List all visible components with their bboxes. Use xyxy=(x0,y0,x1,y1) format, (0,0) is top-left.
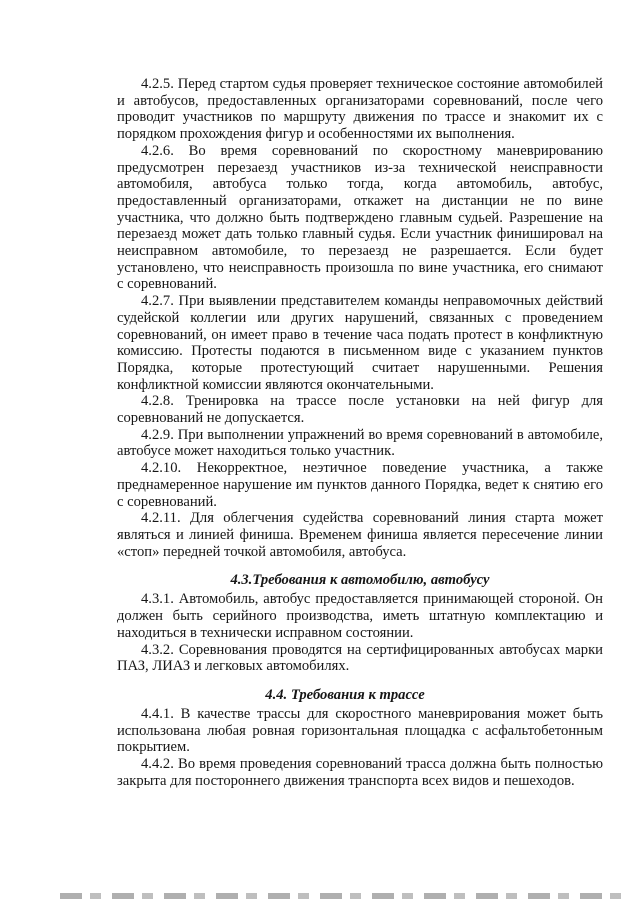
paragraph-4-2-10: 4.2.10. Некорректное, неэтичное поведение участника, а также преднамеренное нарушение им пунктов данного Порядка, ведет к снятию его с соревнований. xyxy=(117,460,603,510)
paragraph-4-2-6: 4.2.6. Во время соревнований по скоростному маневрированию предусмотрен перезаезд участников из-за технической неисправности автомобиля, автобуса только тогда, когда автомобиль, автобус, предоставленный организаторами, откажет на дистанции не по вине участника, что должно быть подтверждено главным судьей. Разрешение на перезаезд может дать только главный судья. Если участник финишировал на неисправном автомобиле, то перезаезд не разрешается. Если будет установлено, что неисправность произошла по вине участника, его снимают с соревнований. xyxy=(117,142,603,293)
section-heading-4-4: 4.4. Требования к трассе xyxy=(265,686,425,703)
section-heading-4-3: 4.3.Требования к автомобилю, автобусу xyxy=(230,572,490,589)
paragraph-4-4-2: 4.4.2. Во время проведения соревнований трасса должна быть полностью закрыта для постороннего движения транспорта всех видов и пешеходов. xyxy=(117,756,603,789)
paragraph-4-3-1: 4.3.1. Автомобиль, автобус предоставляется принимающей стороной. Он должен быть серийного производства, иметь штатную комплектацию и находиться в технически исправном состоянии. xyxy=(117,591,603,641)
paragraph-4-3-2: 4.3.2. Соревнования проводятся на сертифицированных автобусах марки ПАЗ, ЛИАЗ и легковых автомобилях. xyxy=(117,641,603,675)
scan-artifact-strip xyxy=(60,893,625,899)
paragraph-4-2-5: 4.2.5. Перед стартом судья проверяет техническое состояние автомобилей и автобусов, предоставленных организаторами соревнований, после чего проводит участников по маршруту движения по трассе и знакомит их с порядком прохождения фигур и особенностями их выполнения. xyxy=(117,76,603,143)
paragraph-4-2-9: 4.2.9. При выполнении упражнений во время соревнований в автомобиле, автобусе может находиться только участник. xyxy=(117,426,603,460)
paragraph-4-2-8: 4.2.8. Тренировка на трассе после установки на ней фигур для соревнований не допускается. xyxy=(117,393,603,427)
paragraph-4-2-7: 4.2.7. При выявлении представителем команды неправомочных действий судейской коллегии или других нарушений, связанных с проведением соревнований, он имеет право в течение часа подать протест в конфликтную комиссию. Протесты подаются в письменном виде с указанием пунктов Порядка, которые протестующий считает нарушенными. Решения конфликтной комиссии являются окончательными. xyxy=(117,293,603,393)
paragraph-4-4-1: 4.4.1. В качестве трассы для скоростного маневрирования может быть использована любая ровная горизонтальная площадка с асфальтобетонным покрытием. xyxy=(117,705,603,756)
document-body xyxy=(117,76,603,789)
paragraph-4-2-11: 4.2.11. Для облегчения судейства соревнований линия старта может являться и линией финиша. Временем финиша является пересечение линии «стоп» передней точкой автомобиля, автобуса. xyxy=(117,510,603,560)
